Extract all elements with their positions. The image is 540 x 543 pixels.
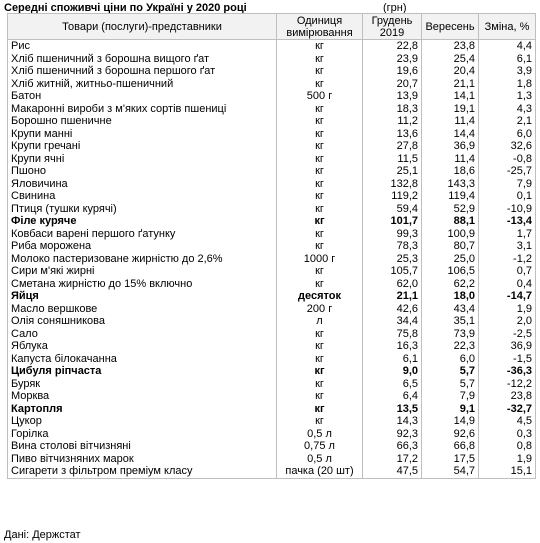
cell-december-2019: 11,2 (363, 115, 422, 128)
cell-september: 19,1 (422, 103, 479, 116)
cell-unit: кг (277, 403, 363, 416)
cell-unit: 200 г (277, 303, 363, 316)
cell-product: Хліб житній, житньо-пшеничний (8, 78, 277, 91)
cell-september: 14,4 (422, 128, 479, 141)
table-row (8, 178, 536, 191)
cell-unit: кг (277, 390, 363, 403)
table-row (8, 90, 536, 103)
cell-december-2019: 19,6 (363, 65, 422, 78)
table-row (8, 303, 536, 316)
cell-product: Сало (8, 328, 277, 341)
cell-change: 1,7 (479, 228, 536, 241)
cell-product: Яйця (8, 290, 277, 303)
cell-unit: кг (277, 228, 363, 241)
cell-change: -1,5 (479, 353, 536, 366)
cell-september: 6,0 (422, 353, 479, 366)
cell-september: 18,6 (422, 165, 479, 178)
cell-product: Морква (8, 390, 277, 403)
cell-december-2019: 6,4 (363, 390, 422, 403)
table-row (8, 390, 536, 403)
cell-december-2019: 22,8 (363, 40, 422, 53)
header-product: Товари (послуги)-представники (8, 14, 277, 40)
cell-december-2019: 101,7 (363, 215, 422, 228)
table-title: Середні споживчі ціни по Україні у 2020 році (4, 2, 247, 14)
cell-september: 52,9 (422, 203, 479, 216)
cell-december-2019: 27,8 (363, 140, 422, 153)
cell-september: 5,7 (422, 365, 479, 378)
table-row (8, 428, 536, 441)
cell-december-2019: 62,0 (363, 278, 422, 291)
cell-september: 88,1 (422, 215, 479, 228)
table-row (8, 315, 536, 328)
table-row (8, 365, 536, 378)
cell-september: 14,1 (422, 90, 479, 103)
cell-product: Яловичина (8, 178, 277, 191)
cell-december-2019: 105,7 (363, 265, 422, 278)
header-change: Зміна, % (479, 14, 536, 40)
cell-unit: 500 г (277, 90, 363, 103)
cell-december-2019: 13,5 (363, 403, 422, 416)
cell-unit: пачка (20 шт) (277, 465, 363, 478)
cell-september: 11,4 (422, 153, 479, 166)
cell-september: 36,9 (422, 140, 479, 153)
cell-change: 1,9 (479, 303, 536, 316)
cell-change: 1,8 (479, 78, 536, 91)
cell-change: 6,1 (479, 53, 536, 66)
cell-september: 23,8 (422, 40, 479, 53)
cell-product: Сири м'які жирні (8, 265, 277, 278)
table-row (8, 203, 536, 216)
data-source: Дані: Держстат (4, 529, 81, 541)
cell-september: 25,0 (422, 253, 479, 266)
cell-product: Вина столові вітчизняні (8, 440, 277, 453)
cell-september: 92,6 (422, 428, 479, 441)
cell-december-2019: 92,3 (363, 428, 422, 441)
cell-december-2019: 132,8 (363, 178, 422, 191)
cell-december-2019: 21,1 (363, 290, 422, 303)
cell-unit: кг (277, 353, 363, 366)
table-row (8, 190, 536, 203)
cell-product: Свинина (8, 190, 277, 203)
cell-unit: кг (277, 153, 363, 166)
table-row (8, 103, 536, 116)
cell-change: 1,9 (479, 453, 536, 466)
cell-december-2019: 9,0 (363, 365, 422, 378)
table-row (8, 353, 536, 366)
cell-unit: кг (277, 103, 363, 116)
table-row (8, 128, 536, 141)
cell-unit: л (277, 315, 363, 328)
cell-product: Горілка (8, 428, 277, 441)
cell-change: 3,1 (479, 240, 536, 253)
cell-product: Буряк (8, 378, 277, 391)
cell-change: 4,3 (479, 103, 536, 116)
cell-september: 17,5 (422, 453, 479, 466)
table-header-row (8, 14, 536, 40)
cell-change: 23,8 (479, 390, 536, 403)
cell-change: -14,7 (479, 290, 536, 303)
cell-september: 100,9 (422, 228, 479, 241)
cell-december-2019: 78,3 (363, 240, 422, 253)
cell-change: 4,5 (479, 415, 536, 428)
table-row (8, 215, 536, 228)
cell-december-2019: 47,5 (363, 465, 422, 478)
cell-unit: кг (277, 278, 363, 291)
cell-change: -2,5 (479, 328, 536, 341)
cell-september: 73,9 (422, 328, 479, 341)
cell-december-2019: 75,8 (363, 328, 422, 341)
currency-unit-note: (грн) (383, 2, 407, 14)
cell-december-2019: 11,5 (363, 153, 422, 166)
cell-product: Цибуля ріпчаста (8, 365, 277, 378)
cell-september: 22,3 (422, 340, 479, 353)
table-row (8, 328, 536, 341)
cell-product: Молоко пастеризоване жирністю до 2,6% (8, 253, 277, 266)
cell-change: 6,0 (479, 128, 536, 141)
cell-december-2019: 20,7 (363, 78, 422, 91)
cell-december-2019: 99,3 (363, 228, 422, 241)
cell-unit: кг (277, 40, 363, 53)
cell-product: Картопля (8, 403, 277, 416)
cell-december-2019: 13,6 (363, 128, 422, 141)
cell-product: Цукор (8, 415, 277, 428)
cell-product: Сметана жирністю до 15% включно (8, 278, 277, 291)
cell-change: 15,1 (479, 465, 536, 478)
cell-product: Хліб пшеничний з борошна вищого ґат (8, 53, 277, 66)
cell-december-2019: 34,4 (363, 315, 422, 328)
cell-product: Крупи манні (8, 128, 277, 141)
cell-change: 0,4 (479, 278, 536, 291)
cell-september: 18,0 (422, 290, 479, 303)
table-row (8, 340, 536, 353)
table-row (8, 165, 536, 178)
header-september: Вересень (422, 14, 479, 40)
cell-unit: кг (277, 128, 363, 141)
cell-change: 4,4 (479, 40, 536, 53)
cell-change: -36,3 (479, 365, 536, 378)
cell-product: Капуста білокачанна (8, 353, 277, 366)
cell-unit: кг (277, 115, 363, 128)
cell-product: Борошно пшеничне (8, 115, 277, 128)
cell-september: 106,5 (422, 265, 479, 278)
cell-september: 21,1 (422, 78, 479, 91)
cell-september: 62,2 (422, 278, 479, 291)
cell-product: Крупи ячні (8, 153, 277, 166)
cell-change: -25,7 (479, 165, 536, 178)
cell-unit: кг (277, 140, 363, 153)
cell-unit: кг (277, 203, 363, 216)
table-row (8, 53, 536, 66)
cell-september: 143,3 (422, 178, 479, 191)
cell-unit: десяток (277, 290, 363, 303)
cell-product: Сигарети з фільтром преміум класу (8, 465, 277, 478)
cell-september: 7,9 (422, 390, 479, 403)
table-row (8, 453, 536, 466)
cell-december-2019: 17,2 (363, 453, 422, 466)
cell-september: 119,4 (422, 190, 479, 203)
table-row (8, 65, 536, 78)
table-row (8, 415, 536, 428)
cell-september: 54,7 (422, 465, 479, 478)
cell-unit: кг (277, 190, 363, 203)
cell-september: 5,7 (422, 378, 479, 391)
cell-december-2019: 18,3 (363, 103, 422, 116)
cell-unit: кг (277, 378, 363, 391)
cell-unit: кг (277, 53, 363, 66)
cell-unit: кг (277, 215, 363, 228)
cell-september: 11,4 (422, 115, 479, 128)
cell-change: -10,9 (479, 203, 536, 216)
cell-december-2019: 14,3 (363, 415, 422, 428)
cell-change: 1,3 (479, 90, 536, 103)
table-row (8, 253, 536, 266)
cell-unit: 0,5 л (277, 428, 363, 441)
cell-september: 14,9 (422, 415, 479, 428)
prices-table (7, 13, 536, 479)
cell-december-2019: 119,2 (363, 190, 422, 203)
cell-unit: кг (277, 365, 363, 378)
table-row (8, 240, 536, 253)
cell-product: Батон (8, 90, 277, 103)
cell-change: 2,0 (479, 315, 536, 328)
table-row (8, 228, 536, 241)
cell-unit: кг (277, 328, 363, 341)
cell-product: Риба морожена (8, 240, 277, 253)
cell-change: 0,7 (479, 265, 536, 278)
cell-product: Олія соняшникова (8, 315, 277, 328)
cell-change: 0,3 (479, 428, 536, 441)
cell-unit: 0,75 л (277, 440, 363, 453)
cell-product: Яблука (8, 340, 277, 353)
cell-product: Пиво вітчизняних марок (8, 453, 277, 466)
cell-unit: кг (277, 78, 363, 91)
cell-product: Масло вершкове (8, 303, 277, 316)
cell-unit: кг (277, 65, 363, 78)
cell-december-2019: 6,1 (363, 353, 422, 366)
cell-product: Ковбаси варені першого ґатунку (8, 228, 277, 241)
cell-unit: кг (277, 240, 363, 253)
cell-unit: кг (277, 340, 363, 353)
cell-december-2019: 23,9 (363, 53, 422, 66)
cell-december-2019: 59,4 (363, 203, 422, 216)
cell-change: -13,4 (479, 215, 536, 228)
cell-change: 3,9 (479, 65, 536, 78)
cell-product: Рис (8, 40, 277, 53)
cell-september: 9,1 (422, 403, 479, 416)
cell-december-2019: 16,3 (363, 340, 422, 353)
cell-change: -12,2 (479, 378, 536, 391)
cell-september: 25,4 (422, 53, 479, 66)
table-row (8, 403, 536, 416)
cell-unit: 1000 г (277, 253, 363, 266)
cell-product: Крупи гречані (8, 140, 277, 153)
table-row (8, 115, 536, 128)
cell-product: Хліб пшеничний з борошна першого ґат (8, 65, 277, 78)
cell-product: Філе куряче (8, 215, 277, 228)
cell-change: -0,8 (479, 153, 536, 166)
cell-september: 43,4 (422, 303, 479, 316)
cell-unit: кг (277, 415, 363, 428)
cell-december-2019: 25,3 (363, 253, 422, 266)
cell-unit: кг (277, 265, 363, 278)
cell-september: 35,1 (422, 315, 479, 328)
table-row (8, 265, 536, 278)
cell-change: 0,8 (479, 440, 536, 453)
cell-product: Макаронні вироби з м'яких сортів пшениці (8, 103, 277, 116)
cell-change: 2,1 (479, 115, 536, 128)
table-row (8, 440, 536, 453)
cell-change: 7,9 (479, 178, 536, 191)
table-row (8, 465, 536, 478)
table-row (8, 278, 536, 291)
cell-december-2019: 66,3 (363, 440, 422, 453)
cell-change: -32,7 (479, 403, 536, 416)
table-row (8, 153, 536, 166)
cell-december-2019: 25,1 (363, 165, 422, 178)
header-december-2019: Грудень 2019 (363, 14, 422, 40)
cell-product: Птиця (тушки курячі) (8, 203, 277, 216)
cell-change: 36,9 (479, 340, 536, 353)
cell-december-2019: 6,5 (363, 378, 422, 391)
header-unit: Одиниця вимірювання (277, 14, 363, 40)
cell-unit: кг (277, 165, 363, 178)
cell-change: 0,1 (479, 190, 536, 203)
cell-change: -1,2 (479, 253, 536, 266)
cell-december-2019: 13,9 (363, 90, 422, 103)
table-row (8, 40, 536, 53)
table-row (8, 140, 536, 153)
table-row (8, 78, 536, 91)
cell-product: Пшоно (8, 165, 277, 178)
cell-december-2019: 42,6 (363, 303, 422, 316)
cell-september: 20,4 (422, 65, 479, 78)
cell-change: 32,6 (479, 140, 536, 153)
table-row (8, 378, 536, 391)
cell-september: 80,7 (422, 240, 479, 253)
cell-unit: 0,5 л (277, 453, 363, 466)
cell-september: 66,8 (422, 440, 479, 453)
cell-unit: кг (277, 178, 363, 191)
table-row (8, 290, 536, 303)
